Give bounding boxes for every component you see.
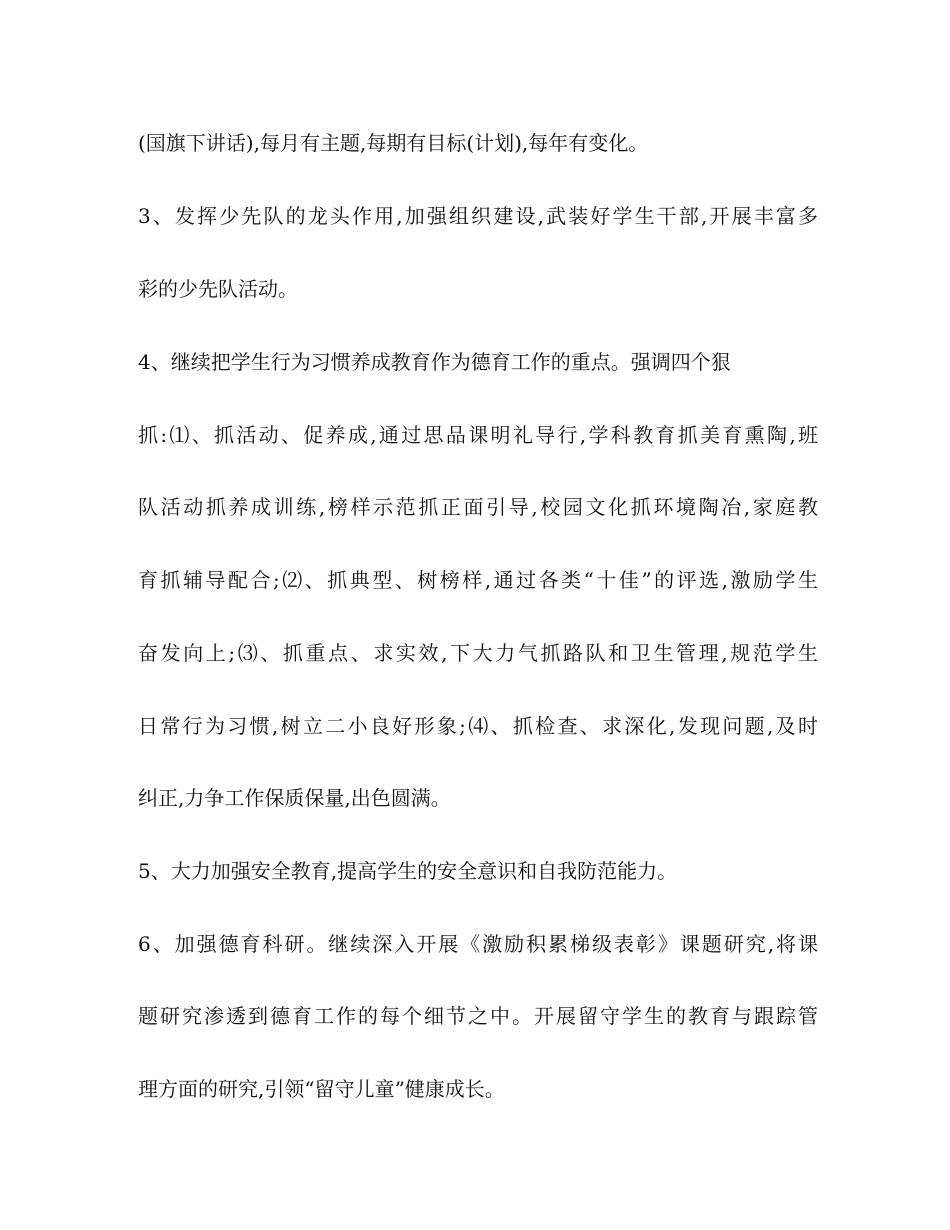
text-line-2: 3、发挥少先队的龙头作用,加强组织建设,武装好学生干部,开展丰富多 xyxy=(138,204,818,228)
text-line-8: 奋发向上;⑶、抓重点、求实效,下大力气抓路队和卫生管理,规范学生 xyxy=(138,641,818,665)
text-line-12: 6、加强德育科研。继续深入开展《激励积累梯级表彰》课题研究,将课 xyxy=(138,932,818,956)
text-line-13: 题研究渗透到德育工作的每个细节之中。开展留守学生的教育与跟踪管 xyxy=(138,1004,818,1028)
text-line-9: 日常行为习惯,树立二小良好形象;⑷、抓检查、求深化,发现问题,及时 xyxy=(138,714,818,738)
text-line-7: 育抓辅导配合;⑵、抓典型、树榜样,通过各类“十佳”的评选,激励学生 xyxy=(138,568,818,592)
text-line-11: 5、大力加强安全教育,提高学生的安全意识和自我防范能力。 xyxy=(138,859,678,883)
text-line-6: 队活动抓养成训练,榜样示范抓正面引导,校园文化抓环境陶冶,家庭教 xyxy=(138,495,818,519)
text-line-5: 抓:⑴、抓活动、促养成,通过思品课明礼导行,学科教育抓美育熏陶,班 xyxy=(138,423,818,447)
text-line-1: (国旗下讲话),每月有主题,每期有目标(计划),每年有变化。 xyxy=(138,131,649,155)
text-line-14: 理方面的研究,引领“留守儿童”健康成长。 xyxy=(138,1077,505,1101)
text-line-10: 纠正,力争工作保质保量,出色圆满。 xyxy=(138,786,451,810)
text-line-3: 彩的少先队活动。 xyxy=(138,277,298,301)
text-line-4: 4、继续把学生行为习惯养成教育作为德育工作的重点。强调四个狠 xyxy=(138,350,731,374)
